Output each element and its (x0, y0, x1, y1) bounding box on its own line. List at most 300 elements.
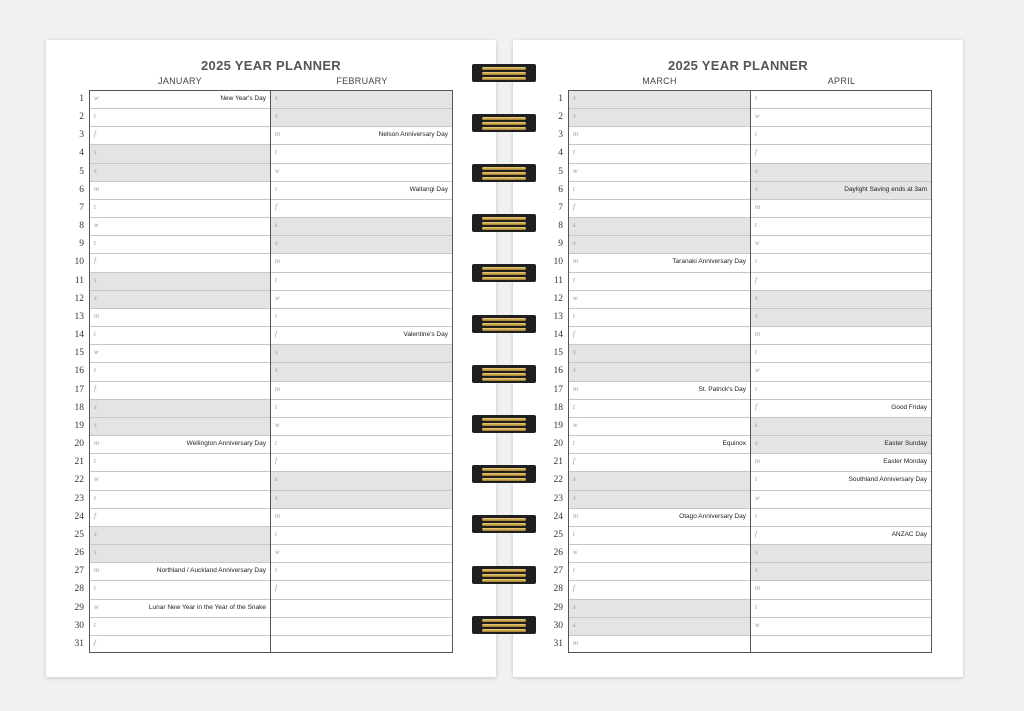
weekday-letter: t (755, 602, 757, 611)
weekday-letter: s (573, 94, 576, 102)
day-number: 12 (553, 293, 563, 304)
binding-ring (472, 164, 536, 182)
day-number: 14 (74, 330, 84, 341)
day-number: 30 (74, 620, 84, 631)
weekday-letter: f (275, 584, 277, 593)
day-number-column (46, 90, 86, 653)
weekday-letter: t (755, 221, 757, 230)
day-row[interactable] (569, 618, 750, 636)
day-row[interactable] (751, 182, 931, 200)
planner-title: 2025 YEAR PLANNER (201, 58, 341, 73)
weekday-letter: t (275, 275, 277, 284)
day-number: 10 (553, 257, 563, 268)
day-row[interactable] (751, 363, 931, 381)
weekday-letter: t (94, 112, 96, 121)
day-row[interactable] (751, 509, 931, 527)
day-number: 18 (553, 402, 563, 413)
weekday-letter: f (755, 402, 757, 411)
day-row[interactable] (90, 236, 270, 254)
day-row[interactable] (271, 182, 452, 200)
day-row[interactable] (569, 91, 750, 109)
day-row[interactable] (751, 327, 931, 345)
day-number: 1 (558, 94, 563, 104)
weekday-letter: s (94, 166, 97, 175)
weekday-letter: w (94, 221, 99, 230)
weekday-letter: s (755, 439, 758, 448)
weekday-letter: s (755, 420, 758, 429)
day-row[interactable] (751, 545, 931, 563)
weekday-letter: s (275, 112, 278, 121)
day-row[interactable] (569, 382, 750, 400)
event-label: St. Patrick's Day (698, 385, 746, 393)
binding-ring (472, 214, 536, 232)
weekday-letter: m (275, 511, 281, 520)
day-row[interactable] (751, 109, 931, 127)
day-row[interactable] (90, 254, 270, 272)
day-row[interactable] (271, 636, 452, 654)
weekday-letter: s (573, 620, 576, 629)
day-row[interactable] (751, 563, 931, 581)
weekday-letter: m (94, 439, 100, 448)
weekday-letter: t (573, 439, 575, 448)
day-number: 21 (553, 457, 563, 468)
month-header-january: JANUARY (158, 76, 202, 86)
weekday-letter: t (275, 311, 277, 320)
weekday-letter: f (94, 384, 96, 393)
day-row[interactable] (90, 472, 270, 490)
weekday-letter: t (573, 402, 575, 411)
weekday-letter: t (755, 130, 757, 139)
day-row[interactable] (90, 164, 270, 182)
weekday-letter: t (94, 239, 96, 248)
day-row[interactable] (271, 400, 452, 418)
weekday-letter: s (573, 348, 576, 357)
day-row[interactable] (90, 527, 270, 545)
weekday-letter: s (573, 475, 576, 484)
weekday-letter: t (275, 184, 277, 193)
day-row[interactable] (271, 436, 452, 454)
weekday-letter: w (755, 239, 760, 248)
day-number: 3 (558, 130, 563, 141)
day-row[interactable] (569, 291, 750, 309)
day-row[interactable] (271, 200, 452, 218)
event-label: Easter Sunday (884, 440, 927, 448)
day-row[interactable] (751, 472, 931, 490)
day-row[interactable] (271, 472, 452, 490)
day-row[interactable] (569, 509, 750, 527)
weekday-letter: m (573, 130, 579, 139)
month-column-march (568, 90, 751, 653)
weekday-letter: f (755, 275, 757, 284)
day-row[interactable] (271, 291, 452, 309)
event-label: Easter Monday (883, 458, 927, 466)
day-row[interactable] (271, 345, 452, 363)
day-row[interactable] (271, 581, 452, 599)
day-row[interactable] (271, 254, 452, 272)
day-row[interactable] (751, 164, 931, 182)
day-row[interactable] (751, 218, 931, 236)
weekday-letter: t (755, 348, 757, 357)
month-header-april: APRIL (827, 76, 856, 86)
day-number: 8 (79, 221, 84, 232)
weekday-letter: t (275, 566, 277, 575)
weekday-letter: t (755, 257, 757, 266)
day-row[interactable] (90, 545, 270, 563)
day-number: 24 (553, 511, 563, 522)
weekday-letter: w (275, 166, 280, 175)
event-label: ANZAC Day (891, 530, 927, 538)
day-number: 26 (553, 548, 563, 559)
weekday-letter: m (755, 202, 761, 211)
weekday-letter: s (94, 293, 97, 302)
binding-ring (472, 465, 536, 483)
day-number: 30 (553, 620, 563, 631)
day-row[interactable] (90, 600, 270, 618)
day-row[interactable] (751, 418, 931, 436)
day-row[interactable] (271, 327, 452, 345)
day-row[interactable] (751, 236, 931, 254)
weekday-letter: t (275, 402, 277, 411)
event-label: Valentine's Day (403, 331, 448, 339)
day-number: 3 (79, 130, 84, 141)
day-row[interactable] (90, 218, 270, 236)
day-row[interactable] (271, 218, 452, 236)
weekday-letter: t (94, 202, 96, 211)
event-label: Nelson Anniversary Day (378, 131, 448, 139)
weekday-letter: m (755, 457, 761, 466)
day-row[interactable] (751, 527, 931, 545)
event-label: Northland / Auckland Anniversary Day (156, 567, 266, 575)
weekday-letter: s (755, 166, 758, 175)
day-number: 23 (74, 493, 84, 504)
day-row[interactable] (271, 618, 452, 636)
event-label: Equinox (722, 440, 746, 448)
day-number: 16 (553, 366, 563, 377)
day-number: 31 (553, 638, 563, 649)
weekday-letter: s (755, 566, 758, 575)
weekday-letter: s (94, 529, 97, 538)
day-row[interactable] (751, 618, 931, 636)
day-row[interactable] (271, 545, 452, 563)
weekday-letter: s (94, 548, 97, 557)
day-row[interactable] (271, 91, 452, 109)
day-number: 16 (74, 366, 84, 377)
weekday-letter: t (573, 148, 575, 157)
day-row[interactable] (271, 309, 452, 327)
day-row[interactable] (751, 200, 931, 218)
binding-ring (472, 515, 536, 533)
weekday-letter: s (755, 293, 758, 302)
weekday-letter: f (275, 457, 277, 466)
day-row[interactable] (569, 581, 750, 599)
day-row[interactable] (271, 363, 452, 381)
day-row[interactable] (569, 545, 750, 563)
weekday-letter: t (94, 330, 96, 339)
day-number: 20 (74, 439, 84, 450)
weekday-letter: t (573, 566, 575, 575)
weekday-letter: s (275, 94, 278, 102)
day-row[interactable] (90, 382, 270, 400)
weekday-letter: t (573, 529, 575, 538)
month-header-march: MARCH (642, 76, 677, 86)
day-row[interactable] (569, 145, 750, 163)
day-row[interactable] (90, 436, 270, 454)
day-row[interactable] (90, 145, 270, 163)
day-number: 25 (553, 529, 563, 540)
day-row[interactable] (569, 218, 750, 236)
day-row[interactable] (751, 382, 931, 400)
weekday-letter: s (755, 184, 758, 193)
weekday-letter: w (573, 166, 578, 175)
binding-ring (472, 315, 536, 333)
day-row[interactable] (271, 127, 452, 145)
day-row[interactable] (751, 600, 931, 618)
day-number: 5 (558, 166, 563, 177)
day-row[interactable] (569, 327, 750, 345)
weekday-letter: f (94, 511, 96, 520)
weekday-letter: m (573, 257, 579, 266)
day-row[interactable] (271, 273, 452, 291)
weekday-letter: m (94, 566, 100, 575)
day-row[interactable] (751, 273, 931, 291)
day-row[interactable] (90, 418, 270, 436)
day-row[interactable] (90, 109, 270, 127)
day-row[interactable] (90, 636, 270, 654)
weekday-letter: f (275, 330, 277, 339)
weekday-letter: s (573, 602, 576, 611)
day-row[interactable] (751, 127, 931, 145)
weekday-letter: t (755, 511, 757, 520)
day-number: 17 (553, 384, 563, 395)
weekday-letter: s (275, 366, 278, 375)
weekday-letter: t (94, 366, 96, 375)
day-number: 28 (553, 584, 563, 595)
day-number: 26 (74, 548, 84, 559)
day-number: 2 (79, 112, 84, 123)
day-row[interactable] (271, 164, 452, 182)
day-row[interactable] (569, 600, 750, 618)
day-row[interactable] (569, 236, 750, 254)
day-row[interactable] (271, 600, 452, 618)
day-row[interactable] (271, 509, 452, 527)
weekday-letter: w (573, 548, 578, 557)
weekday-letter: w (94, 602, 99, 611)
weekday-letter: f (94, 257, 96, 266)
day-row[interactable] (90, 618, 270, 636)
day-number: 28 (74, 584, 84, 595)
weekday-letter: t (573, 311, 575, 320)
day-number: 6 (79, 184, 84, 195)
weekday-letter: t (275, 148, 277, 157)
day-row[interactable] (569, 636, 750, 654)
day-row[interactable] (271, 145, 452, 163)
day-row[interactable] (90, 200, 270, 218)
day-row[interactable] (271, 236, 452, 254)
day-row[interactable] (751, 291, 931, 309)
weekday-letter: m (573, 384, 579, 393)
day-row[interactable] (271, 563, 452, 581)
day-number: 31 (74, 638, 84, 649)
binding-ring (472, 264, 536, 282)
month-column-february (270, 90, 453, 653)
day-row[interactable] (751, 581, 931, 599)
day-row[interactable] (90, 454, 270, 472)
day-number: 7 (558, 202, 563, 213)
weekday-letter: f (573, 202, 575, 211)
day-row[interactable] (751, 309, 931, 327)
day-number: 17 (74, 384, 84, 395)
day-row[interactable] (90, 327, 270, 345)
day-row[interactable] (569, 109, 750, 127)
day-row[interactable] (90, 563, 270, 581)
day-row[interactable] (751, 636, 931, 654)
day-row[interactable] (569, 164, 750, 182)
day-number: 15 (553, 348, 563, 359)
event-label: Good Friday (891, 403, 927, 411)
day-row[interactable] (569, 273, 750, 291)
day-row[interactable] (751, 436, 931, 454)
event-label: Otago Anniversary Day (679, 512, 746, 520)
day-number: 9 (79, 239, 84, 250)
day-row[interactable] (569, 491, 750, 509)
day-row[interactable] (751, 145, 931, 163)
weekday-letter: s (275, 493, 278, 502)
weekday-letter: s (94, 275, 97, 284)
day-row[interactable] (90, 400, 270, 418)
day-number: 6 (558, 184, 563, 195)
weekday-letter: f (573, 584, 575, 593)
weekday-letter: s (275, 475, 278, 484)
binding-ring (472, 114, 536, 132)
day-number: 21 (74, 457, 84, 468)
day-number: 29 (74, 602, 84, 613)
weekday-letter: t (755, 384, 757, 393)
weekday-letter: f (755, 148, 757, 157)
event-label: Taranaki Anniversary Day (672, 258, 746, 266)
day-row[interactable] (751, 454, 931, 472)
day-number: 23 (553, 493, 563, 504)
day-number: 20 (553, 439, 563, 450)
weekday-letter: f (755, 529, 757, 538)
day-row[interactable] (751, 254, 931, 272)
weekday-letter: t (755, 475, 757, 484)
day-row[interactable] (271, 527, 452, 545)
weekday-letter: w (755, 493, 760, 502)
weekday-letter: w (755, 620, 760, 629)
day-row[interactable] (569, 200, 750, 218)
day-row[interactable] (90, 581, 270, 599)
weekday-letter: t (94, 493, 96, 502)
day-row[interactable] (90, 363, 270, 381)
day-number: 4 (558, 148, 563, 159)
event-label: Southland Anniversary Day (848, 476, 927, 484)
day-number: 22 (553, 475, 563, 486)
day-row[interactable] (569, 472, 750, 490)
event-label: Daylight Saving ends at 3am (844, 185, 927, 193)
weekday-letter: s (275, 239, 278, 248)
day-row[interactable] (271, 454, 452, 472)
weekday-letter: t (573, 275, 575, 284)
day-number: 22 (74, 475, 84, 486)
day-row[interactable] (271, 382, 452, 400)
day-number: 10 (74, 257, 84, 268)
day-number: 29 (553, 602, 563, 613)
weekday-letter: s (94, 420, 97, 429)
day-number: 12 (74, 293, 84, 304)
day-number: 2 (558, 112, 563, 123)
month-column-april (750, 90, 932, 653)
day-number: 18 (74, 402, 84, 413)
month-header-february: FEBRUARY (336, 76, 388, 86)
day-number: 19 (74, 420, 84, 431)
day-row[interactable] (751, 91, 931, 109)
day-row[interactable] (271, 109, 452, 127)
day-row[interactable] (569, 309, 750, 327)
day-row[interactable] (751, 491, 931, 509)
weekday-letter: m (573, 511, 579, 520)
day-row[interactable] (271, 418, 452, 436)
weekday-letter: w (755, 366, 760, 375)
day-row[interactable] (90, 309, 270, 327)
day-row[interactable] (90, 291, 270, 309)
day-number: 15 (74, 348, 84, 359)
day-row[interactable] (569, 127, 750, 145)
weekday-letter: t (94, 584, 96, 593)
day-row[interactable] (751, 400, 931, 418)
weekday-letter: t (755, 94, 757, 102)
day-row[interactable] (90, 182, 270, 200)
day-row[interactable] (90, 491, 270, 509)
day-row[interactable] (569, 254, 750, 272)
binding-ring (472, 64, 536, 82)
weekday-letter: w (94, 348, 99, 357)
day-row[interactable] (90, 345, 270, 363)
weekday-letter: s (94, 402, 97, 411)
event-label: Lunar New Year in the Year of the Snake (148, 603, 266, 611)
day-row[interactable] (569, 563, 750, 581)
day-row[interactable] (90, 91, 270, 109)
day-row[interactable] (569, 345, 750, 363)
day-row[interactable] (751, 345, 931, 363)
weekday-letter: t (275, 439, 277, 448)
day-row[interactable] (569, 182, 750, 200)
day-row[interactable] (569, 454, 750, 472)
day-row[interactable] (569, 436, 750, 454)
weekday-letter: s (573, 239, 576, 248)
day-row[interactable] (569, 418, 750, 436)
day-row[interactable] (569, 363, 750, 381)
weekday-letter: s (275, 348, 278, 357)
weekday-letter: s (573, 366, 576, 375)
day-row[interactable] (569, 400, 750, 418)
weekday-letter: w (275, 548, 280, 557)
day-row[interactable] (271, 491, 452, 509)
weekday-letter: f (275, 202, 277, 211)
day-number: 19 (553, 420, 563, 431)
weekday-letter: m (94, 311, 100, 320)
day-number: 4 (79, 148, 84, 159)
day-row[interactable] (90, 509, 270, 527)
day-row[interactable] (90, 127, 270, 145)
weekday-letter: w (94, 475, 99, 484)
binding-ring (472, 415, 536, 433)
day-number: 11 (74, 275, 84, 286)
weekday-letter: t (94, 457, 96, 466)
day-row[interactable] (569, 527, 750, 545)
weekday-letter: t (573, 184, 575, 193)
day-row[interactable] (90, 273, 270, 291)
weekday-letter: s (573, 493, 576, 502)
